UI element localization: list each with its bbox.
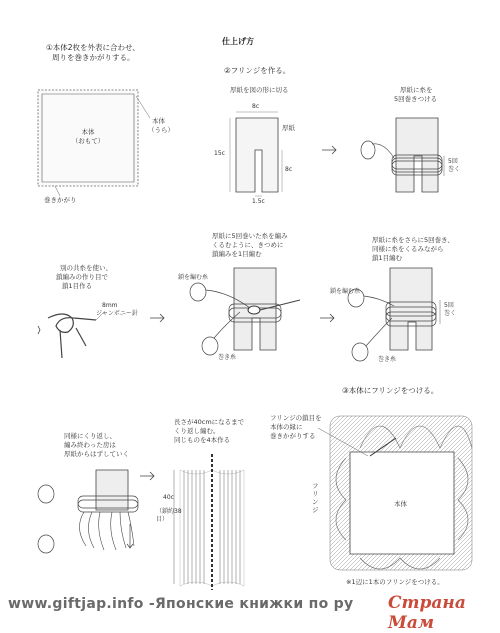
repeat-wrap (348, 268, 440, 361)
crochet-caption-2: くるむように、きつめに (212, 241, 284, 249)
wind-count: 5回 (448, 158, 458, 165)
dim-bottom-label: 1.5c (252, 198, 265, 205)
step3-heading: ③本体にフリンジをつける。 (342, 386, 439, 395)
page-title: 仕上げ方 (222, 37, 254, 46)
attach-caption-3: 巻きかがりする (270, 432, 316, 440)
arrow-icon (140, 472, 154, 480)
cardboard-label: 厚紙 (282, 124, 295, 132)
dim-right-label: 8c (285, 166, 293, 173)
repeat-count-2: 巻く (444, 310, 457, 317)
dim-top-label: 8c (252, 103, 260, 110)
cardboard-caption: 厚紙を図の形に切る (230, 86, 289, 94)
finish-caption-3: 同じものを4本作る (174, 436, 231, 444)
step1-heading-2: 周りを巻きかがりする。 (52, 53, 135, 62)
continue-caption-2: 編み終わった房は (64, 441, 116, 449)
dim-left-label: 15c (214, 150, 225, 157)
fringe-removal (38, 470, 138, 553)
step1-body-front-sub: （おもて） (71, 137, 105, 145)
wind-caption-2: 5回巻きつける (394, 95, 438, 103)
step1-body-back-sub: （うら） (148, 126, 174, 134)
step3-body-label: 本体 (394, 500, 407, 508)
crochet-caption: 厚紙に5回巻いた糸を編み (212, 232, 288, 240)
cardboard-template (230, 112, 282, 196)
chain-yarn-label-2: 鎖を編む糸 (330, 288, 361, 295)
arrow-icon (150, 314, 164, 322)
chain-caption-3: 鎖1目作る (62, 282, 93, 290)
finish-caption: 長さが40cmになるまで (174, 418, 245, 426)
step1-body-front-label: 本体 (81, 128, 95, 136)
repeat-caption-2: 同様に糸をくるみながら (372, 245, 444, 253)
cardboard-wound (361, 118, 444, 192)
step1-edge-label: 巻きかがり (44, 196, 77, 204)
step3-note: ※1辺に1本のフリンジをつける。 (346, 578, 444, 586)
first-chain-stitch (38, 312, 104, 358)
attach-caption: フリンジの鎖目を (270, 414, 322, 422)
wound-yarn-label-2: 巻き糸 (378, 356, 397, 363)
chain-count-label: （鎖約38目） (156, 508, 182, 523)
length-label: 40c (163, 494, 174, 501)
wind-caption: 厚紙に糸を (400, 86, 433, 94)
repeat-caption-3: 鎖1目編む (372, 254, 403, 262)
arrow-icon (320, 314, 334, 322)
step1-heading: ①本体2枚を外表に合わせ、 (46, 43, 140, 52)
repeat-count: 5回 (444, 302, 454, 309)
needle-label-2: ジャンボニー針 (96, 310, 138, 317)
continue-caption: 同様にくり返し、 (64, 432, 116, 440)
continue-caption-3: 厚紙からはずしていく (64, 450, 129, 458)
needle-label: 8mm (102, 302, 118, 309)
chain-yarn-label: 鎖を編む糸 (178, 274, 209, 281)
chain-caption: 別の共糸を使い、 (60, 264, 112, 272)
wound-yarn-label: 巻き糸 (218, 354, 237, 361)
footer-watermark: www.giftjap.info -Японские книжки по ру (8, 596, 354, 612)
finished-fringe-strip (174, 454, 244, 590)
attach-caption-2: 本体の縁に (270, 423, 303, 431)
body-with-fringe (318, 416, 472, 570)
step2-heading: ②フリンジを作る。 (224, 66, 291, 75)
arrow-icon (322, 146, 336, 154)
repeat-caption: 厚紙に糸をさらに5回巻き、 (372, 236, 454, 244)
wind-count-2: 巻く (448, 166, 461, 173)
step1-body-back-label: 本体 (152, 117, 165, 125)
fringe-label: フリンジ (312, 482, 319, 514)
chain-caption-2: 鎖編みの作り目で (56, 273, 108, 281)
finish-caption-2: くり返し編む。 (174, 427, 220, 435)
crochet-caption-3: 鎖編みを1目編む (212, 250, 262, 258)
site-logo: Страна Мам (388, 593, 466, 633)
